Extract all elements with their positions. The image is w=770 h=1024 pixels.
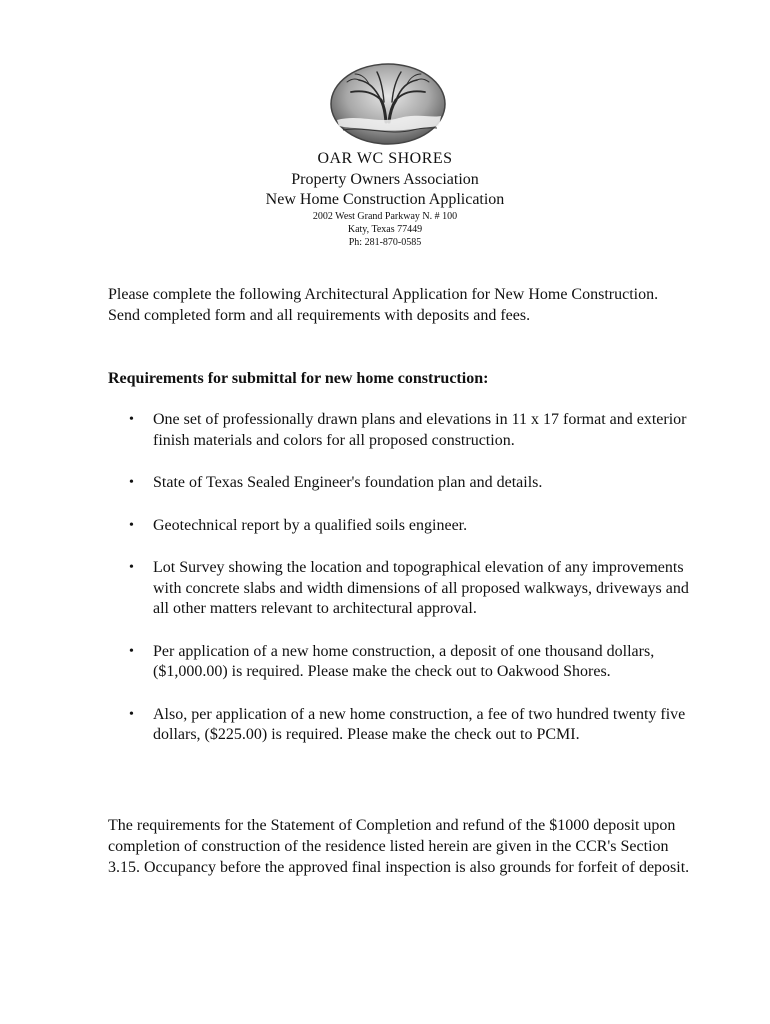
requirements-heading: Requirements for submittal for new home construction: — [108, 370, 489, 387]
bullet-icon: • — [129, 412, 134, 427]
requirement-item — [108, 516, 708, 537]
application-title: New Home Construction Application — [265, 191, 505, 208]
requirements-list — [108, 410, 708, 746]
requirement-text: Also, per application of a new home construction, a fee of two hundred twenty five dollars, ($225.00) is required. Please make the check out to PCMI. — [153, 705, 686, 743]
requirement-text: Geotechnical report by a qualified soils engineer. — [153, 516, 468, 534]
requirement-text: State of Texas Sealed Engineer's foundation plan and details. — [153, 474, 543, 491]
requirement-item — [108, 705, 708, 746]
oak-tree-logo — [329, 62, 447, 146]
org-name: OAR WC SHORES — [317, 150, 453, 167]
intro-paragraph: Please complete the following Architectural Application for New Home Construction. Send completed form and all requirements with deposits and fees. — [108, 286, 659, 324]
requirement-text: One set of professionally drawn plans and elevations in 11 x 17 format and exterior finish materials and colors for all proposed construction. — [153, 411, 687, 449]
phone-number: Ph: 281-870-0585 — [348, 237, 422, 248]
bullet-icon: • — [129, 643, 134, 659]
bullet-icon: • — [129, 560, 134, 575]
requirement-item — [108, 473, 708, 494]
requirement-text: Lot Survey showing the location and topographical elevation of any improvements with concrete slabs and width dimensions of all proposed walkways, driveways and all other matters relevant to architectural approval. — [153, 559, 689, 617]
bullet-icon: • — [129, 706, 134, 722]
requirement-item — [108, 642, 708, 683]
address-line-1: 2002 West Grand Parkway N. # 100 — [312, 211, 458, 222]
bullet-icon: • — [129, 475, 134, 490]
address-line-2: Katy, Texas 77449 — [347, 224, 423, 235]
requirement-text: Per application of a new home construction, a deposit of one thousand dollars, ($1,000.00) is required. Please make the check out to Oakwood Shores. — [153, 642, 655, 680]
requirement-item — [108, 410, 708, 451]
closing-paragraph: The requirements for the Statement of Completion and refund of the $1000 deposit upon completion of construction of the residence listed herein are given in the CCR's Section 3.15. Occupancy before the approved final inspection is also grounds for forfeit of deposit. — [108, 817, 690, 876]
bullet-icon: • — [129, 517, 134, 533]
requirement-item — [108, 558, 708, 620]
association-name: Property Owners Association — [291, 171, 479, 188]
